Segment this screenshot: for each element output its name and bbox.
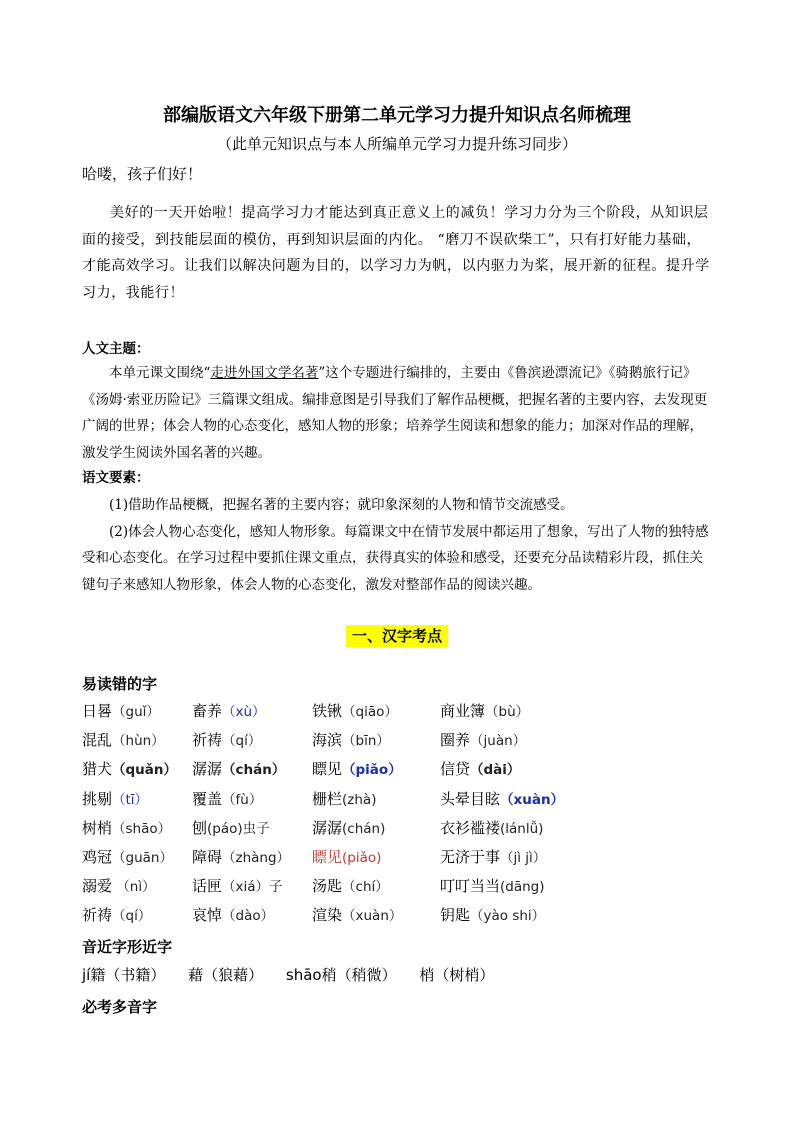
word-entry — [192, 700, 266, 721]
theme-text-post: ”这个专题进行编排的，主要由《鲁滨逊漂流记》《骑鹅旅行记》《汤姆·索亚历险记》三篇课文组成。编排意图是引导我们了解作品梗概，把握名著的主要内容，去发现更广阔的世界；体会人物的心态变化，感知人物的形象；培养学生阅读和想象的能力；加深对作品的理解，激发学生阅读外国名著的兴趣。 — [82, 365, 708, 461]
word-entry — [82, 817, 171, 838]
word-text: 海滨 — [312, 731, 343, 750]
word-row — [82, 729, 722, 758]
section-title — [0, 625, 794, 646]
word-text: 树梢 — [82, 818, 113, 837]
word-row — [82, 875, 722, 904]
word-entry — [192, 846, 290, 867]
word-text: 祈祷 — [82, 906, 113, 925]
theme-text — [82, 360, 712, 466]
word-entry — [312, 729, 390, 750]
theme-heading: 人文主题： — [82, 341, 150, 357]
word-entry — [440, 700, 529, 721]
word-text: 商业簿 — [440, 702, 486, 720]
easy-misread-table — [82, 700, 722, 934]
similar-word: 梢（树梢） — [419, 966, 495, 984]
similar-word: 藉（狼藉） — [188, 966, 264, 984]
word-entry — [192, 729, 261, 750]
word-text: 潺潺 — [312, 818, 343, 837]
pinyin-text: （shāo） — [112, 820, 172, 837]
polyphone-heading: 必考多音字 — [82, 998, 158, 1016]
word-entry — [82, 846, 173, 867]
pinyin-text: (lánlǚ) — [500, 820, 544, 837]
word-text: 哀悼 — [192, 906, 223, 925]
word-entry — [440, 817, 543, 838]
theme-paragraph — [82, 360, 712, 466]
language-item-1: (1)借助作品梗概，把握名著的主要内容；就印象深刻的人物和情节交流感受。 — [109, 497, 574, 513]
word-text: 覆盖 — [192, 789, 223, 808]
word-row — [82, 817, 722, 846]
word-entry — [192, 904, 274, 925]
word-text: 猎犬 — [82, 760, 113, 779]
word-row — [82, 788, 722, 817]
word-entry — [312, 846, 381, 867]
pinyin-text: （guǐ） — [112, 704, 160, 720]
word-row — [82, 846, 722, 875]
word-entry — [312, 904, 402, 925]
pinyin-text: (páo)虫子 — [207, 820, 270, 837]
word-text: 头晕目眩 — [440, 789, 501, 808]
intro-text: 美好的一天开始啦！提高学习力才能达到真正意义上的减负！学习力分为三个阶段，从知识层面的接受，到技能层面的模仿，再到知识层面的内化。 “磨刀不误砍柴工”，只有打好能力基础，才能高效学习。让我们以解决问题为目的，以学习力为帆，以内驱力为桨，展开新的征程。提升学习力，我能行！ — [82, 205, 710, 301]
pinyin-text: （qiāo） — [342, 704, 398, 720]
word-text: 瞟见 — [312, 847, 343, 866]
word-text: 钥匙 — [440, 906, 471, 925]
word-entry — [440, 904, 545, 925]
pinyin-text: （xù） — [222, 704, 266, 720]
word-text: 栅栏 — [312, 789, 343, 808]
pinyin-text: （bù） — [485, 704, 530, 720]
easy-misread-heading: 易读错的字 — [82, 675, 158, 693]
word-entry — [440, 758, 520, 779]
word-text: 畜养 — [192, 702, 223, 720]
word-entry — [192, 788, 262, 809]
theme-text-pre: 本单元课文围绕“ — [109, 365, 211, 381]
pinyin-text: (piǎo) — [342, 849, 382, 866]
word-entry — [440, 729, 526, 750]
word-text: 汤匙 — [312, 877, 343, 896]
word-entry — [82, 875, 156, 896]
word-text: 祈祷 — [192, 731, 223, 750]
word-text: 话匣 — [192, 877, 223, 896]
similar-word: jí籍（书籍） — [82, 966, 166, 984]
word-entry — [192, 817, 270, 838]
word-entry — [192, 758, 285, 779]
word-entry — [82, 729, 165, 750]
pinyin-text: （xuàn） — [500, 791, 565, 808]
word-entry — [440, 788, 564, 809]
pinyin-text: （bīn） — [342, 733, 390, 750]
pinyin-text: （juàn） — [470, 733, 527, 750]
pinyin-text: （guān） — [112, 849, 173, 866]
pinyin-text: （jì jì） — [500, 849, 547, 866]
greeting: 哈喽，孩子们好！ — [82, 165, 203, 183]
word-entry — [312, 700, 398, 721]
word-row — [82, 904, 722, 933]
word-entry — [440, 875, 545, 896]
pinyin-text: （chí） — [342, 879, 389, 896]
pinyin-text: （yào shi） — [470, 908, 546, 925]
pinyin-text: (zhà) — [342, 791, 377, 808]
pinyin-text: （qí） — [112, 908, 152, 925]
word-text: 渲染 — [312, 906, 343, 925]
word-text: 叮叮当当 — [440, 877, 501, 896]
pinyin-text: （xuàn） — [342, 908, 403, 925]
word-text: 信贷 — [440, 760, 471, 779]
word-entry — [82, 700, 160, 721]
page-title: 部编版语文六年级下册第二单元学习力提升知识点名师梳理 — [163, 105, 631, 126]
page-subtitle: （此单元知识点与本人所编单元学习力提升练习同步） — [216, 135, 577, 153]
word-entry — [82, 788, 148, 809]
word-text: 潺潺 — [192, 760, 223, 779]
word-row — [82, 758, 722, 787]
word-entry — [440, 846, 546, 867]
word-entry — [82, 758, 177, 779]
word-row — [82, 700, 722, 729]
pinyin-text: （dào） — [222, 908, 275, 925]
intro-paragraph — [82, 200, 712, 306]
word-text: 圈养 — [440, 731, 471, 750]
word-text: 衣衫褴褛 — [440, 818, 501, 837]
word-text: 障碍 — [192, 847, 223, 866]
pinyin-text: （qí） — [222, 733, 262, 750]
word-entry — [312, 817, 385, 838]
word-text: 溺爱 — [82, 877, 113, 896]
language-heading: 语文要素： — [82, 470, 150, 486]
pinyin-text: (dāng) — [500, 879, 545, 896]
similar-words-list — [82, 964, 512, 985]
theme-topic: 走进外国文学名著 — [210, 365, 319, 381]
word-text: 鸡冠 — [82, 847, 113, 866]
pinyin-text: （hùn） — [112, 733, 165, 750]
word-entry — [192, 875, 283, 896]
pinyin-text: （quǎn） — [112, 762, 178, 779]
word-entry — [82, 904, 151, 925]
pinyin-text: （piǎo） — [342, 762, 402, 779]
word-text: 挑剔 — [82, 789, 113, 808]
word-text: 混乱 — [82, 731, 113, 750]
word-text: 铁锹 — [312, 702, 343, 720]
section-title-text: 一、汉字考点 — [346, 625, 448, 647]
pinyin-text: （tī） — [112, 791, 149, 808]
pinyin-text: (chán) — [342, 820, 386, 837]
pinyin-text: （xiá）子 — [222, 879, 283, 896]
word-entry — [312, 758, 402, 779]
pinyin-text: （nì） — [112, 879, 156, 896]
language-item-2: (2)体会人物心态变化，感知人物形象。每篇课文中在情节发展中都运用了想象，写出了人物的独特感受和心态变化。在学习过程中要抓住课文重点，获得真实的体验和感受，还要充分品读精彩片段，抓住关键句子来感知人物形象，体会人物的心态变化，激发对整部作品的阅读兴趣。 — [82, 523, 709, 593]
similar-words-heading: 音近字形近字 — [82, 938, 173, 956]
word-text: 刨 — [192, 818, 208, 837]
language-paragraph — [82, 492, 712, 598]
word-text: 瞟见 — [312, 760, 343, 779]
similar-word: shāo稍（稍微） — [285, 966, 397, 984]
pinyin-text: （chán） — [222, 762, 286, 779]
pinyin-text: （dài） — [470, 762, 521, 779]
word-text: 日晷 — [82, 702, 113, 720]
pinyin-text: （fù） — [222, 791, 263, 808]
word-entry — [312, 788, 376, 809]
pinyin-text: （zhàng） — [222, 849, 291, 866]
word-entry — [312, 875, 389, 896]
word-text: 无济于事 — [440, 847, 501, 866]
